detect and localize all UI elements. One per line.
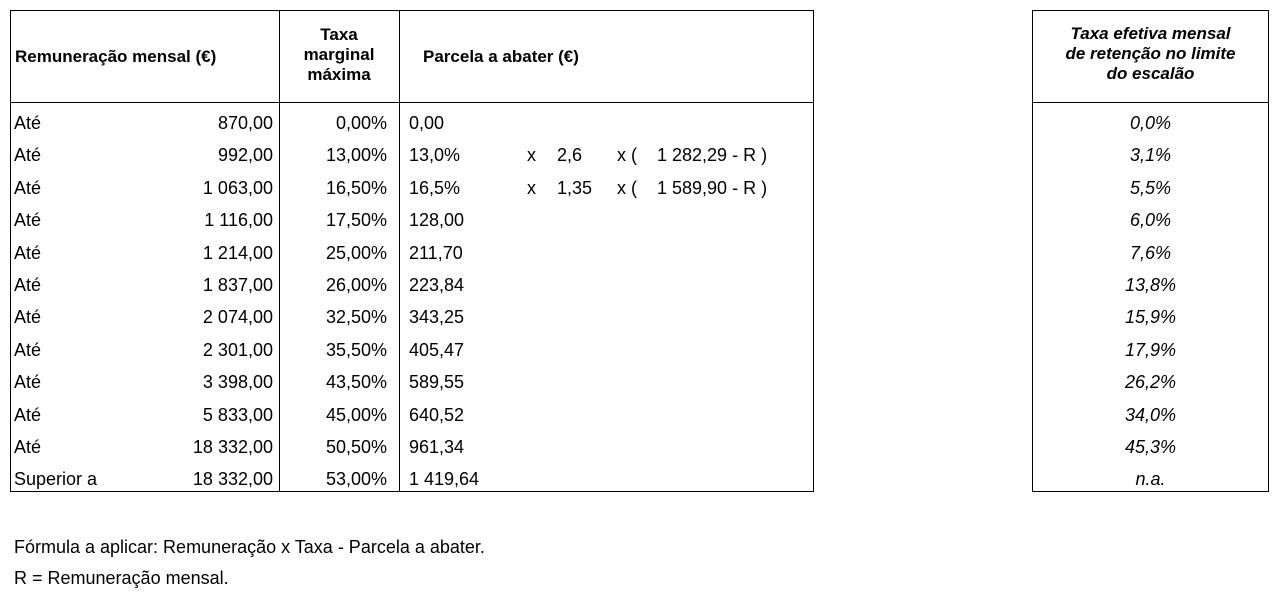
- cell-parcela: 640,52: [409, 404, 465, 425]
- cell-times: [527, 237, 547, 269]
- cell-taxa: 26,00%: [325, 275, 387, 295]
- cell-times: x: [527, 145, 536, 166]
- withholding-table: [10, 10, 814, 492]
- cell-remuneracao: 5 833,00: [202, 404, 273, 425]
- cell-remuneracao: 18 332,00: [192, 469, 273, 490]
- cell-remuneracao: 992,00: [217, 145, 273, 166]
- cell-times-paren: x (: [617, 145, 637, 166]
- cell-multiplier: [557, 269, 599, 301]
- cell-parcela: 961,34: [409, 437, 465, 457]
- cell-times: [527, 204, 547, 236]
- header-efetiva-line3: do escalão: [1106, 64, 1195, 83]
- cell-taxa: 0,00%: [335, 113, 387, 133]
- cell-effective-rate: 15,9%: [1124, 307, 1177, 328]
- cell-multiplier: [557, 399, 599, 431]
- cell-taxa: 16,50%: [325, 177, 387, 198]
- cell-label: Até: [14, 242, 42, 263]
- cell-parcela: 589,55: [409, 372, 465, 393]
- cell-label: Superior a: [14, 469, 98, 490]
- cell-times-paren: [617, 107, 653, 139]
- cell-parcela: 128,00: [409, 210, 465, 231]
- cell-effective-rate: 6,0%: [1129, 210, 1172, 231]
- cell-times: [527, 269, 547, 301]
- header-parcela: Parcela a abater (€): [423, 47, 579, 66]
- cell-times: [527, 301, 547, 333]
- cell-limit-formula: [657, 463, 807, 495]
- cell-parcela: 223,84: [409, 275, 465, 295]
- cell-taxa: 43,50%: [325, 372, 387, 393]
- cell-taxa: 50,50%: [325, 437, 387, 457]
- cell-label: Até: [14, 404, 42, 425]
- cell-limit-formula: [657, 107, 807, 139]
- cell-times-paren: [617, 237, 653, 269]
- cell-times: [527, 399, 547, 431]
- cell-label: Até: [14, 339, 42, 360]
- cell-taxa: 35,50%: [325, 339, 387, 360]
- cell-remuneracao: 1 116,00: [204, 210, 273, 231]
- cell-times-paren: [617, 366, 653, 398]
- cell-times-paren: [617, 269, 653, 301]
- cell-effective-rate: 3,1%: [1129, 145, 1172, 166]
- header-efetiva-line2: de retenção no limite: [1065, 44, 1236, 63]
- cell-times-paren: x (: [617, 177, 637, 198]
- cell-multiplier: 1,35: [557, 177, 593, 198]
- header-efetiva: [1033, 24, 1268, 84]
- cell-remuneracao: 870,00: [217, 113, 273, 133]
- cell-effective-rate: 34,0%: [1124, 404, 1177, 425]
- cell-times: [527, 366, 547, 398]
- cell-multiplier: [557, 463, 599, 495]
- cell-taxa: 25,00%: [325, 242, 387, 263]
- cell-times-paren: [617, 431, 653, 463]
- r-definition-note: R = Remuneração mensal.: [14, 568, 229, 588]
- cell-effective-rate: 13,8%: [1124, 275, 1177, 295]
- cell-label: Até: [14, 437, 42, 457]
- cell-parcela: 16,5%: [409, 177, 461, 198]
- header-taxa: [279, 25, 399, 85]
- cell-parcela: 211,70: [409, 242, 463, 263]
- cell-parcela: 343,25: [409, 307, 465, 328]
- cell-multiplier: [557, 366, 599, 398]
- cell-times: [527, 107, 547, 139]
- cell-remuneracao: 3 398,00: [202, 372, 273, 393]
- header-taxa-line3: máxima: [307, 65, 371, 84]
- cell-times-paren: [617, 399, 653, 431]
- cell-remuneracao: 18 332,00: [192, 437, 273, 457]
- cell-multiplier: [557, 237, 599, 269]
- cell-effective-rate: n.a.: [1135, 469, 1166, 490]
- cell-taxa: 17,50%: [325, 210, 387, 231]
- cell-label: Até: [14, 177, 42, 198]
- cell-remuneracao: 1 063,00: [202, 177, 273, 198]
- cell-limit-formula: [657, 204, 807, 236]
- cell-multiplier: [557, 431, 599, 463]
- cell-label: Até: [14, 210, 42, 231]
- cell-remuneracao: 2 301,00: [202, 339, 273, 360]
- cell-parcela: 0,00: [409, 113, 445, 133]
- cell-taxa: 32,50%: [325, 307, 387, 328]
- cell-label: Até: [14, 113, 42, 133]
- cell-effective-rate: 0,0%: [1129, 113, 1172, 133]
- cell-remuneracao: 1 837,00: [202, 275, 273, 295]
- cell-remuneracao: 1 214,00: [202, 242, 273, 263]
- cell-parcela: 1 419,64: [409, 469, 480, 490]
- cell-limit-formula: [657, 366, 807, 398]
- cell-limit-formula: [657, 399, 807, 431]
- cell-multiplier: [557, 107, 599, 139]
- cell-multiplier: [557, 334, 599, 366]
- effective-rate-table: [1032, 10, 1269, 492]
- cell-times-paren: [617, 334, 653, 366]
- cell-multiplier: [557, 301, 599, 333]
- header-taxa-line1: Taxa: [320, 25, 358, 44]
- cell-taxa: 53,00%: [325, 469, 387, 490]
- cell-limit-formula: [657, 237, 807, 269]
- cell-label: Até: [14, 145, 42, 166]
- formula-note: Fórmula a aplicar: Remuneração x Taxa - Parcela a abater.: [14, 537, 485, 557]
- cell-effective-rate: 45,3%: [1124, 437, 1177, 457]
- cell-parcela: 13,0%: [409, 145, 461, 166]
- cell-limit-formula: [657, 301, 807, 333]
- cell-times: [527, 334, 547, 366]
- cell-times-paren: [617, 301, 653, 333]
- cell-effective-rate: 17,9%: [1124, 339, 1177, 360]
- cell-multiplier: [557, 204, 599, 236]
- cell-effective-rate: 26,2%: [1124, 372, 1177, 393]
- cell-times: [527, 431, 547, 463]
- cell-taxa: 45,00%: [325, 404, 387, 425]
- col-divider: [399, 11, 400, 491]
- cell-multiplier: 2,6: [557, 145, 583, 166]
- cell-parcela: 405,47: [409, 339, 465, 360]
- cell-label: Até: [14, 372, 42, 393]
- cell-limit-formula: 1 589,90 - R ): [657, 177, 768, 198]
- cell-limit-formula: 1 282,29 - R ): [657, 145, 768, 166]
- header-taxa-line2: marginal: [303, 45, 375, 64]
- header-divider: [1033, 102, 1268, 103]
- header-remuneracao: Remuneração mensal (€): [15, 47, 217, 66]
- cell-times: x: [527, 177, 536, 198]
- cell-limit-formula: [657, 269, 807, 301]
- cell-label: Até: [14, 307, 42, 328]
- cell-label: Até: [14, 275, 42, 295]
- cell-taxa: 13,00%: [325, 145, 387, 166]
- cell-times: [527, 463, 547, 495]
- cell-effective-rate: 5,5%: [1129, 177, 1172, 198]
- cell-remuneracao: 2 074,00: [202, 307, 273, 328]
- cell-limit-formula: [657, 334, 807, 366]
- cell-times-paren: [617, 204, 653, 236]
- header-divider: [11, 102, 813, 103]
- cell-times-paren: [617, 463, 653, 495]
- cell-limit-formula: [657, 431, 807, 463]
- header-efetiva-line1: Taxa efetiva mensal: [1070, 24, 1231, 43]
- cell-effective-rate: 7,6%: [1129, 242, 1172, 263]
